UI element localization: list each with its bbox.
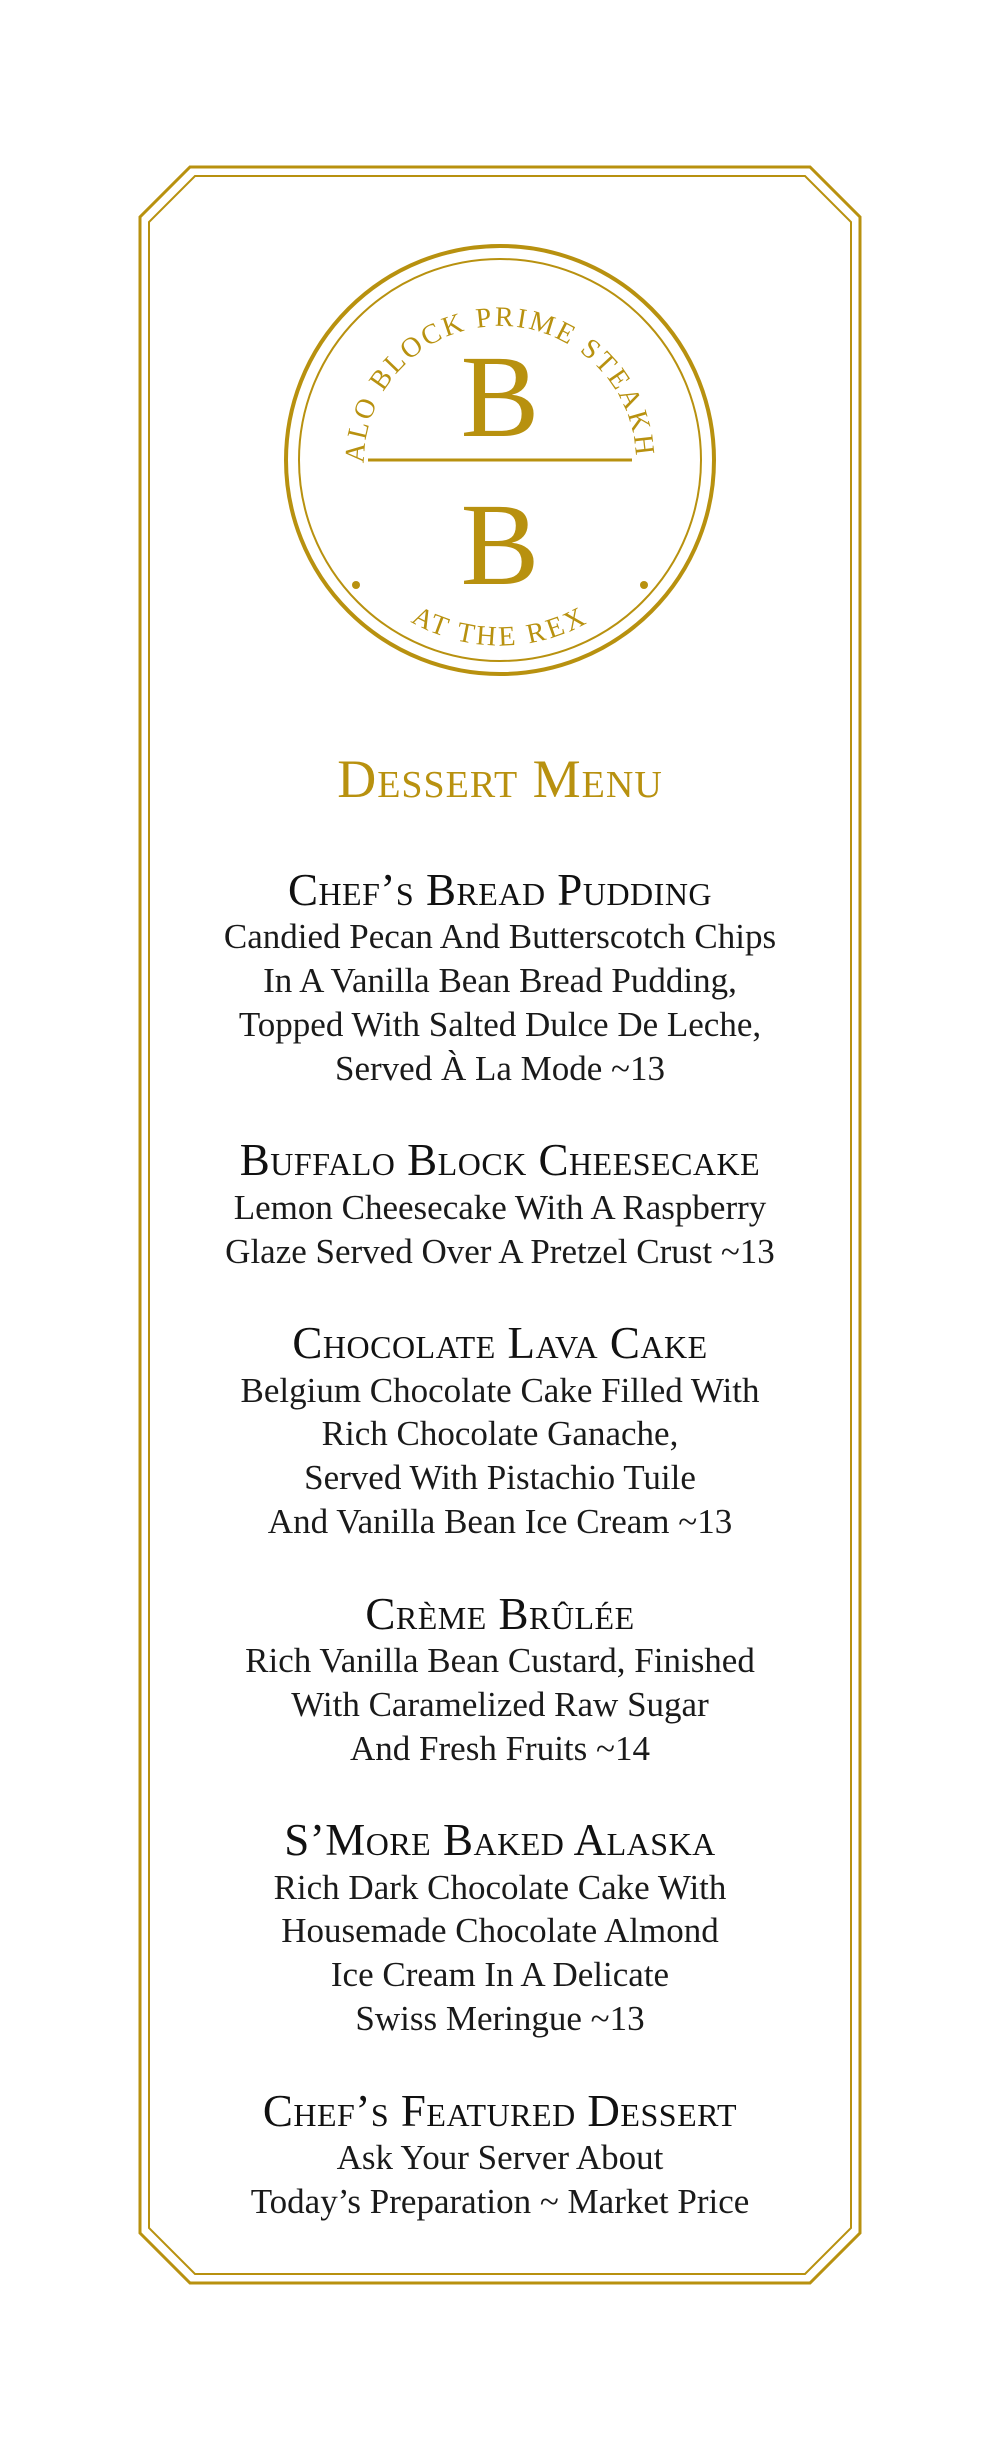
dessert-description-line: Ask Your Server About — [336, 2138, 664, 2178]
dessert-description-line: Lemon Cheesecake With A Raspberry — [233, 1187, 767, 1227]
logo-dot-right — [640, 581, 648, 589]
dessert-description-line: Topped With Salted Dulce De Leche, — [238, 1004, 762, 1044]
dessert-name: Chef’s Featured Dessert — [262, 2085, 738, 2136]
dessert-name: Chocolate Lava Cake — [292, 1318, 708, 1369]
dessert-description-line: In A Vanilla Bean Bread Pudding, — [263, 961, 737, 1001]
dessert-item — [150, 1815, 850, 2040]
dessert-description-line: Served À La Mode ~13 — [335, 1048, 665, 1088]
dessert-description — [150, 1186, 850, 1274]
dessert-description-line: Served With Pistachio Tuile — [304, 1458, 696, 1498]
dessert-name: Crème Brûlée — [365, 1588, 635, 1639]
logo-arc-text-top: ALO BLOCK PRIME STEAKH — [339, 301, 661, 464]
menu-title: Dessert Menu — [337, 749, 663, 809]
dessert-name: S’More Baked Alaska — [284, 1815, 716, 1866]
dessert-description — [150, 915, 850, 1090]
dessert-item — [150, 865, 850, 1090]
dessert-description-line: And Fresh Fruits ~14 — [350, 1728, 650, 1768]
dessert-description-line: Rich Vanilla Bean Custard, Finished — [245, 1641, 755, 1681]
dessert-description — [150, 2136, 850, 2224]
dessert-description-line: With Caramelized Raw Sugar — [291, 1684, 709, 1724]
dessert-item — [150, 1589, 850, 1771]
dessert-item — [150, 2086, 850, 2224]
dessert-description-line: Candied Pecan And Butterscotch Chips — [223, 917, 777, 957]
dessert-description-line: Housemade Chocolate Almond — [281, 1911, 719, 1951]
dessert-list — [150, 865, 850, 2269]
dessert-description-line: And Vanilla Bean Ice Cream ~13 — [267, 1501, 733, 1541]
dessert-description-line: Glaze Served Over A Pretzel Crust ~13 — [225, 1231, 775, 1271]
dessert-description — [150, 1639, 850, 1770]
logo-letter-bottom: B — [460, 479, 540, 610]
dessert-description — [150, 1369, 850, 1544]
logo-letter-top: B — [460, 331, 540, 462]
dessert-name: Buffalo Block Cheesecake — [239, 1135, 761, 1186]
dessert-item — [150, 1135, 850, 1273]
dessert-description-line: Belgium Chocolate Cake Filled With — [240, 1370, 760, 1410]
dessert-name: Chef’s Bread Pudding — [287, 865, 713, 915]
dessert-description — [150, 1866, 850, 2041]
logo-seal — [280, 240, 720, 680]
logo-dot-left — [352, 581, 360, 589]
dessert-description-line: Rich Chocolate Ganache, — [321, 1414, 679, 1454]
dessert-item — [150, 1318, 850, 1543]
dessert-description-line: Today’s Preparation ~ Market Price — [250, 2181, 750, 2221]
dessert-description-line: Rich Dark Chocolate Cake With — [273, 1867, 727, 1907]
dessert-description-line: Ice Cream In A Delicate — [330, 1955, 670, 1995]
dessert-description-line: Swiss Meringue ~13 — [355, 1998, 645, 2038]
logo-arc-text-bottom: AT THE REX — [406, 600, 594, 653]
